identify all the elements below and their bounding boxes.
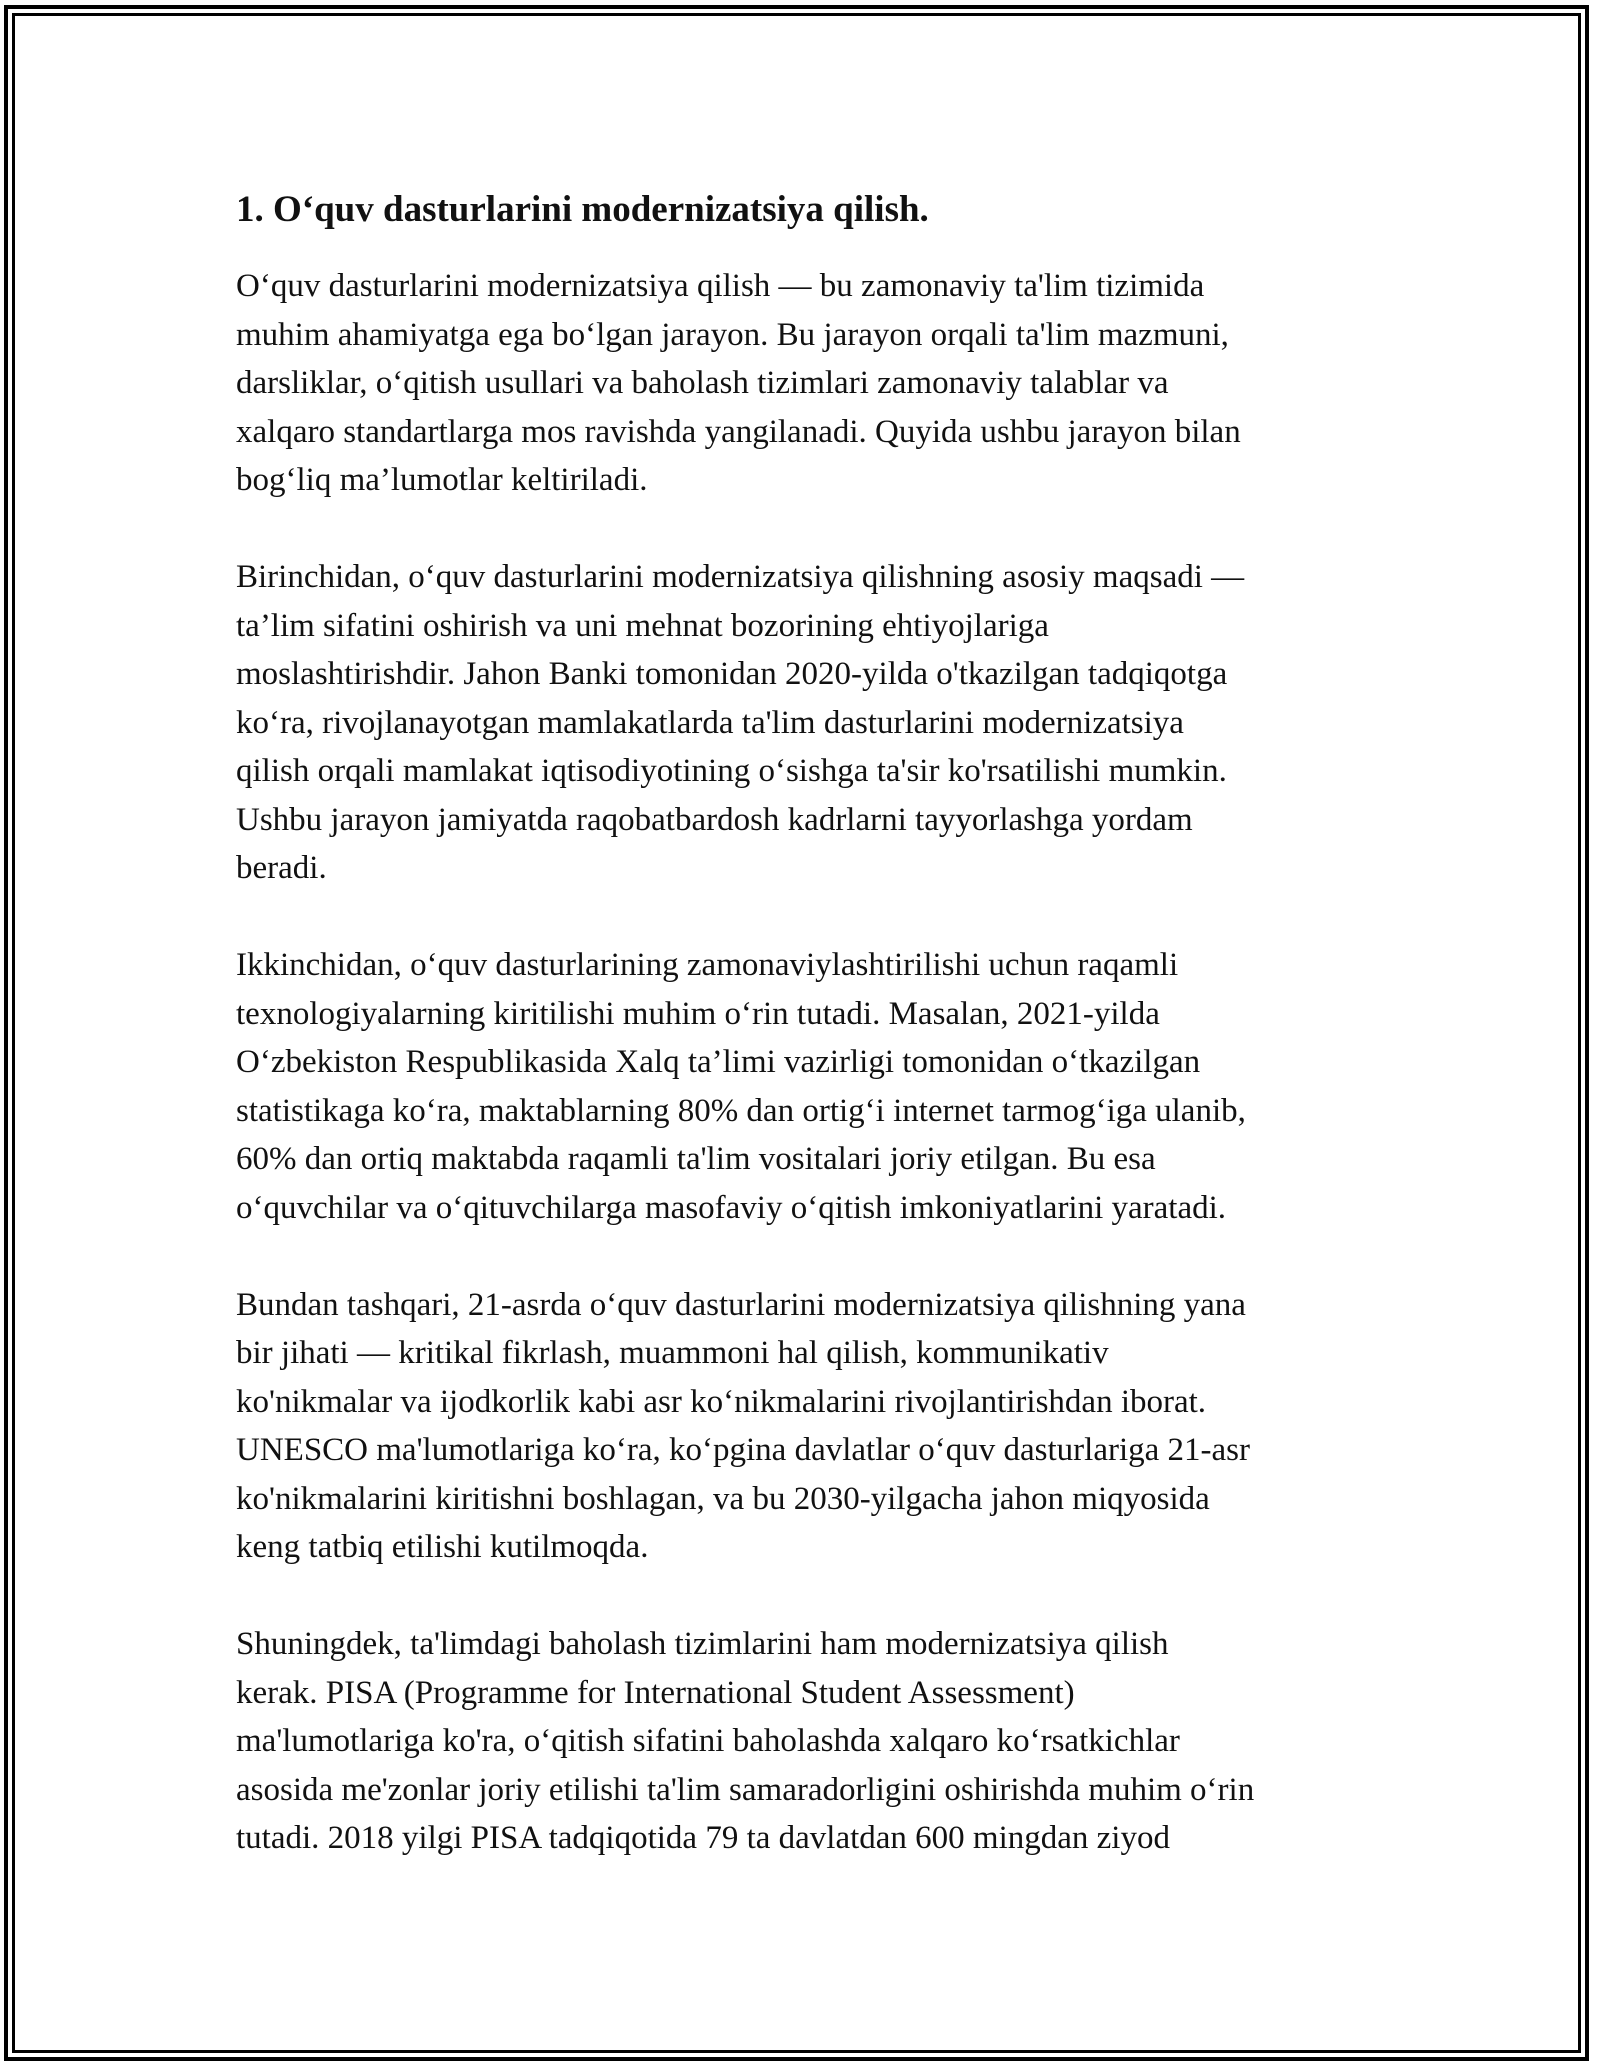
document-body [236,186,1386,1911]
section-heading: 1. O‘quv dasturlarini modernizatsiya qilish. [236,189,929,230]
paragraph-intro: O‘quv dasturlarini modernizatsiya qilish — bu zamonaviy ta'lim tizimida muhim ahamiyatga ega bo‘lgan jarayon. Bu jarayon orqali ta'lim mazmuni, darsliklar, o‘qitish usullari va baholash tizimlari zamonaviy talablar va xalqaro standartlarga mos ravishda yangilanadi. Quyida ushbu jarayon bilan bog‘liq ma’lumotlar keltiriladi. [236,268,1241,498]
paragraph-21st-century-skills: Bundan tashqari, 21-asrda o‘quv dasturlarini modernizatsiya qilishning yana bir jihati — kritikal fikrlash, muammoni hal qilish, kommunikativ ko'nikmalar va ijodkorlik kabi asr ko‘nikmalarini rivojlantirishdan iborat. UNESCO ma'lumotlariga ko‘ra, ko‘pgina davlatlar o‘quv dasturlariga 21-asr ko'nikmalarini kiritishni boshlagan, va bu 2030-yilgacha jahon miqyosida keng tatbiq etilishi kutilmoqda. [236,1286,1250,1565]
paragraph-second-point: Ikkinchidan, o‘quv dasturlarining zamonaviylashtirilishi uchun raqamli texnologiyalarning kiritilishi muhim o‘rin tutadi. Masalan, 2021-yilda O‘zbekiston Respublikasida Xalq ta’limi vazirligi tomonidan o‘tkazilgan statistikaga ko‘ra, maktablarning 80% dan ortig‘i internet tarmog‘iga ulanib, 60% dan ortiq maktabda raqamli ta'lim vositalari joriy etilgan. Bu esa o‘quvchilar va o‘qituvchilarga masofaviy o‘qitish imkoniyatlarini yaratadi. [236,947,1246,1226]
paragraph-first-point: Birinchidan, o‘quv dasturlarini modernizatsiya qilishning asosiy maqsadi — ta’lim sifatini oshirish va uni mehnat bozorining ehtiyojlariga moslashtirishdir. Jahon Banki tomonidan 2020-yilda o'tkazilgan tadqiqotga ko‘ra, rivojlanayotgan mamlakatlarda ta'lim dasturlarini modernizatsiya qilish orqali mamlakat iqtisodiyotining o‘sishga ta'sir ko'rsatilishi mumkin. Ushbu jarayon jamiyatda raqobatbardosh kadrlarni tayyorlashga yordam beradi. [236,559,1245,886]
paragraph-assessment: Shuningdek, ta'limdagi baholash tizimlarini ham modernizatsiya qilish kerak. PISA (Programme for International Student Assessment) ma'lumotlariga ko'ra, o‘qitish sifatini baholashda xalqaro ko‘rsatkichlar asosida me'zonlar joriy etilishi ta'lim samaradorligini oshirishda muhim o‘rin tutadi. 2018 yilgi PISA tadqiqotida 79 ta davlatdan 600 mingdan ziyod [236,1626,1255,1856]
